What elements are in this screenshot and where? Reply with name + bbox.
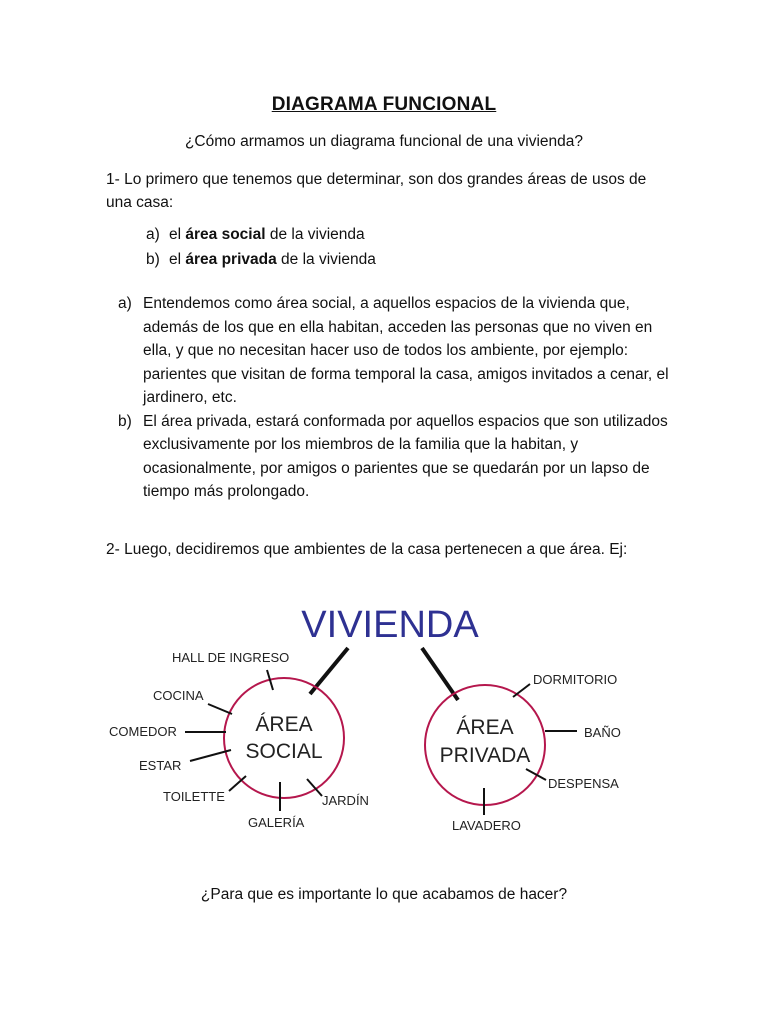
definition-text: El área privada, estará conformada por aquellos espacios que son utilizados exclusivamente por los miembros de la familia que la habitan, y ocasionalmente, por amigos o parientes que se quedarán por un lapso de tiempo más prolongado. bbox=[143, 412, 668, 500]
area-list-item bbox=[146, 247, 376, 272]
functional-diagram bbox=[0, 580, 768, 850]
room-label: LAVADERO bbox=[452, 818, 521, 833]
area-item-bold: área privada bbox=[185, 251, 277, 268]
room-label: ESTAR bbox=[139, 758, 182, 773]
room-label: COCINA bbox=[153, 688, 204, 703]
social-rooms bbox=[109, 650, 369, 830]
room-label: BAÑO bbox=[584, 725, 621, 740]
spoke-cocina bbox=[208, 704, 232, 714]
spoke-dormitorio bbox=[513, 684, 530, 697]
root-connector-private bbox=[422, 648, 458, 700]
definition-item-social bbox=[118, 292, 678, 410]
area-item-pre: el bbox=[169, 251, 186, 268]
room-label: HALL DE INGRESO bbox=[172, 650, 290, 665]
spoke-estar bbox=[190, 750, 231, 761]
area-list-item bbox=[146, 222, 376, 247]
room-label: DESPENSA bbox=[548, 776, 619, 791]
area-item-post: de la vivienda bbox=[265, 226, 365, 243]
closing-question: ¿Para que es importante lo que acabamos de hacer? bbox=[200, 886, 568, 903]
area-item-bold: área social bbox=[185, 226, 266, 243]
list-marker: b) bbox=[146, 251, 160, 268]
intro-question: ¿Cómo armamos un diagrama funcional de una vivienda? bbox=[184, 133, 584, 150]
diagram-root-label: VIVIENDA bbox=[301, 604, 479, 646]
step-2-paragraph: 2- Luego, decidiremos que ambientes de la casa pertenecen a que área. Ej: bbox=[106, 541, 628, 558]
list-marker: a) bbox=[118, 295, 132, 312]
definition-text: Entendemos como área social, a aquellos espacios de la vivienda que, además de los que en ella habitan, acceden las personas que no viven en ella, y que no necesitan hacer uso de todos los ambiente, por ejemplo: parientes que visitan de forma temporal la casa, amigos invitados a cenar, el jardinero, etc. bbox=[143, 295, 669, 406]
room-label: GALERÍA bbox=[248, 815, 305, 830]
list-marker: a) bbox=[146, 226, 160, 243]
room-label: DORMITORIO bbox=[533, 672, 618, 687]
social-circle-line2: SOCIAL bbox=[245, 740, 323, 763]
definition-item-private bbox=[118, 410, 678, 504]
room-label: COMEDOR bbox=[109, 724, 177, 739]
area-item-post: de la vivienda bbox=[276, 251, 376, 268]
private-circle-line1: ÁREA bbox=[456, 716, 514, 739]
private-circle-line2: PRIVADA bbox=[439, 744, 531, 767]
area-list bbox=[146, 222, 376, 272]
page-title: DIAGRAMA FUNCIONAL bbox=[271, 94, 497, 115]
step-1-paragraph: 1- Lo primero que tenemos que determinar, son dos grandes áreas de usos de una casa: bbox=[106, 171, 647, 211]
room-label: TOILETTE bbox=[163, 789, 225, 804]
social-circle-line1: ÁREA bbox=[255, 713, 313, 736]
list-marker: b) bbox=[118, 412, 132, 430]
room-label: JARDÍN bbox=[322, 793, 369, 808]
area-item-pre: el bbox=[169, 226, 186, 243]
definition-list bbox=[118, 292, 678, 504]
